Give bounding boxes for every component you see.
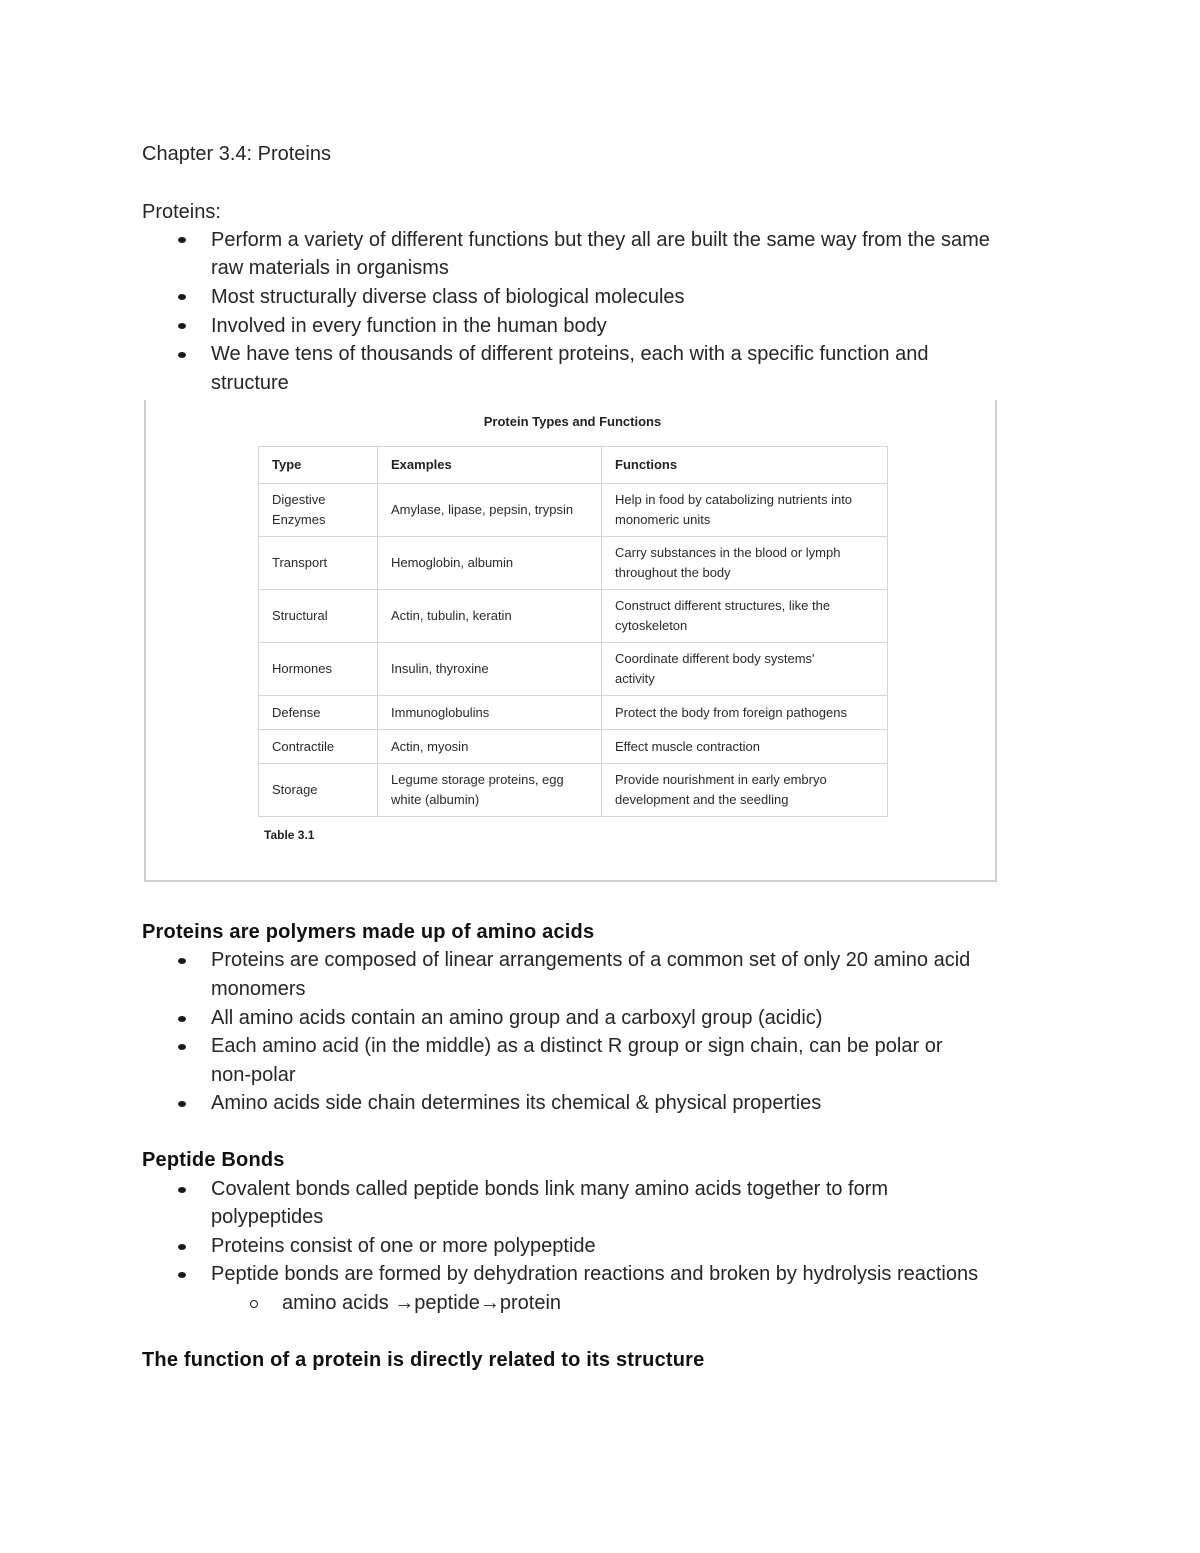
list-item: Proteins are composed of linear arrangements of a common set of only 20 amino acid xyxy=(211,949,971,971)
table-cell-examples xyxy=(378,643,602,696)
list-item: Perform a variety of different functions but they all are built the same way from the same xyxy=(211,229,990,251)
table-cell-examples xyxy=(378,764,602,817)
table-caption: Table 3.1 xyxy=(264,828,315,842)
cell-line: Carry substances in the blood or lymph xyxy=(615,545,841,560)
list-item-continuation: polypeptides xyxy=(211,1206,324,1228)
list-item: Proteins consist of one or more polypeptide xyxy=(211,1235,596,1257)
table-cell-functions xyxy=(602,696,888,730)
table-cell-type xyxy=(259,537,378,590)
table-cell-examples xyxy=(378,696,602,730)
cell-line: Enzymes xyxy=(272,512,326,527)
bullet-icon xyxy=(178,237,186,243)
bullet-icon xyxy=(178,323,186,329)
table-cell-type xyxy=(259,484,378,537)
list-item-continuation: monomers xyxy=(211,978,306,1000)
cell-line: Protect the body from foreign pathogens xyxy=(615,704,847,720)
table-cell-functions xyxy=(602,764,888,817)
table-row xyxy=(259,590,888,643)
list-item: All amino acids contain an amino group and a carboxyl group (acidic) xyxy=(211,1007,823,1029)
cell-line: Effect muscle contraction xyxy=(615,738,760,754)
cell-line: Immunoglobulins xyxy=(391,704,490,720)
table-row xyxy=(259,484,888,537)
section-heading-function-structure: The function of a protein is directly related to its structure xyxy=(142,1349,705,1371)
section-heading-amino-acids: Proteins are polymers made up of amino acids xyxy=(142,921,595,943)
cell-line: white (albumin) xyxy=(391,792,480,807)
column-header-type: Type xyxy=(259,447,378,484)
cell-line: Hormones xyxy=(272,661,332,676)
bullet-icon xyxy=(178,352,186,358)
sub-list-item: amino acids →peptide→protein xyxy=(282,1292,562,1314)
hollow-bullet-icon xyxy=(250,1300,258,1308)
table-cell-functions xyxy=(602,537,888,590)
protein-types-table xyxy=(258,446,888,817)
cell-line: Structural xyxy=(272,608,328,623)
table-row xyxy=(259,764,888,817)
cell-line: Hemoglobin, albumin xyxy=(391,555,514,570)
proteins-heading: Proteins: xyxy=(142,201,221,223)
list-item: We have tens of thousands of different proteins, each with a specific function and xyxy=(211,343,929,365)
cell-line: Coordinate different body systems' xyxy=(615,651,815,666)
bullet-icon xyxy=(178,294,186,300)
table-cell-functions xyxy=(602,730,888,764)
list-item: Amino acids side chain determines its chemical & physical properties xyxy=(211,1092,822,1114)
cell-line: activity xyxy=(615,671,655,686)
table-cell-examples xyxy=(378,537,602,590)
cell-line: monomeric units xyxy=(615,512,711,527)
list-item: Most structurally diverse class of biological molecules xyxy=(211,286,685,308)
list-item: Peptide bonds are formed by dehydration reactions and broken by hydrolysis reactions xyxy=(211,1263,979,1285)
chapter-title: Chapter 3.4: Proteins xyxy=(142,143,331,165)
bullet-icon xyxy=(178,1187,186,1193)
bullet-icon xyxy=(178,1101,186,1107)
list-item-continuation: raw materials in organisms xyxy=(211,257,449,279)
cell-line: Defense xyxy=(272,704,321,720)
cell-line: throughout the body xyxy=(615,565,731,580)
list-item-continuation: structure xyxy=(211,372,289,394)
cell-line: Actin, tubulin, keratin xyxy=(391,608,512,623)
table-cell-functions xyxy=(602,484,888,537)
table-cell-examples xyxy=(378,730,602,764)
table-cell-examples xyxy=(378,590,602,643)
cell-line: Actin, myosin xyxy=(391,738,469,754)
bullet-icon xyxy=(178,1272,186,1278)
bullet-icon xyxy=(178,958,186,964)
protein-table-figure xyxy=(144,400,997,882)
cell-line: Transport xyxy=(272,555,328,570)
table-header-row xyxy=(259,447,888,484)
cell-line: development and the seedling xyxy=(615,792,789,807)
column-header-functions: Functions xyxy=(602,447,888,484)
table-cell-type xyxy=(259,764,378,817)
table-cell-type xyxy=(259,590,378,643)
cell-line: cytoskeleton xyxy=(615,618,688,633)
column-header-examples: Examples xyxy=(378,447,602,484)
list-item: Each amino acid (in the middle) as a distinct R group or sign chain, can be polar or xyxy=(211,1035,943,1057)
cell-line: Digestive xyxy=(272,492,326,507)
bullet-icon xyxy=(178,1244,186,1250)
cell-line: Construct different structures, like the xyxy=(615,598,831,613)
table-cell-type xyxy=(259,730,378,764)
list-item: Involved in every function in the human body xyxy=(211,315,607,337)
figure-title: Protein Types and Functions xyxy=(483,414,662,429)
cell-line: Amylase, lipase, pepsin, trypsin xyxy=(391,502,574,517)
table-cell-type xyxy=(259,696,378,730)
table-cell-examples xyxy=(378,484,602,537)
cell-line: Storage xyxy=(272,782,318,797)
cell-line: Contractile xyxy=(272,738,335,754)
list-item-continuation: non-polar xyxy=(211,1064,296,1086)
list-item: Covalent bonds called peptide bonds link many amino acids together to form xyxy=(211,1178,889,1200)
bullet-icon xyxy=(178,1016,186,1022)
section-heading-peptide-bonds: Peptide Bonds xyxy=(142,1149,285,1171)
cell-line: Insulin, thyroxine xyxy=(391,661,489,676)
table-cell-type xyxy=(259,643,378,696)
table-cell-functions xyxy=(602,590,888,643)
table-row xyxy=(259,730,888,764)
cell-line: Legume storage proteins, egg xyxy=(391,772,564,787)
table-row xyxy=(259,643,888,696)
cell-line: Provide nourishment in early embryo xyxy=(615,772,827,787)
cell-line: Help in food by catabolizing nutrients into xyxy=(615,492,853,507)
table-row xyxy=(259,537,888,590)
table-row xyxy=(259,696,888,730)
bullet-icon xyxy=(178,1044,186,1050)
table-cell-functions xyxy=(602,643,888,696)
